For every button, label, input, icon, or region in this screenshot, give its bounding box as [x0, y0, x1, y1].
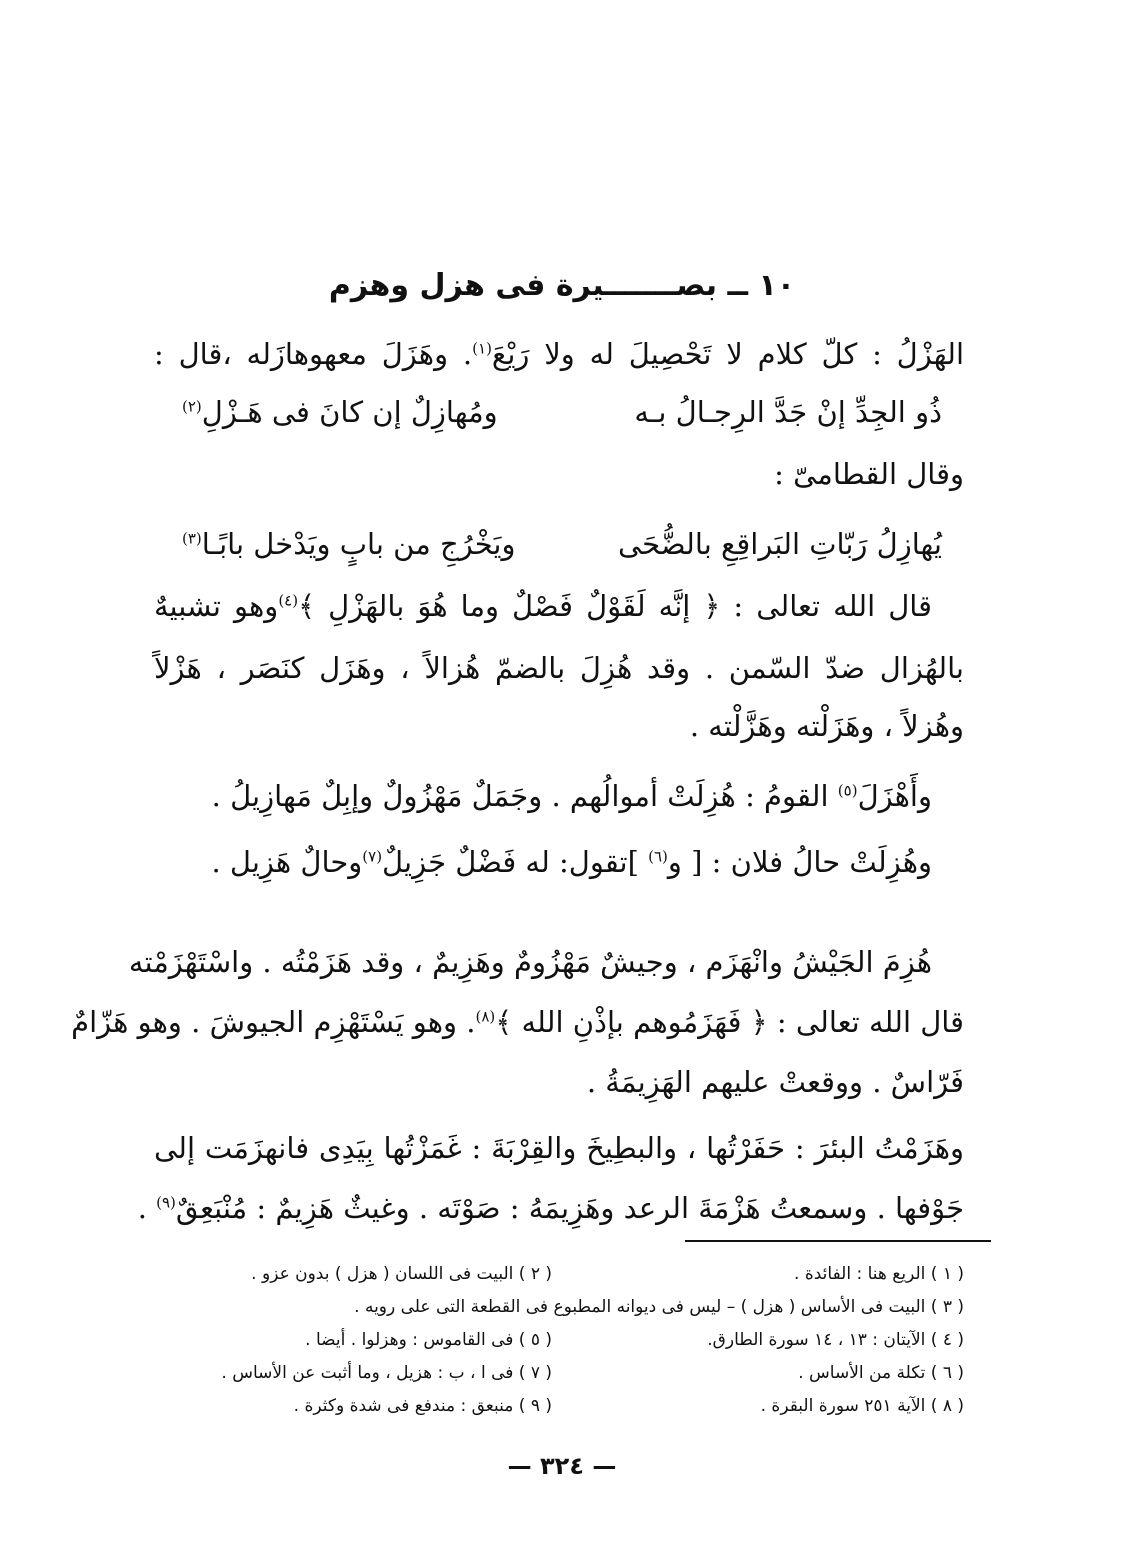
footnote-6: ( ٦ ) تكلة من الأساس . [798, 1363, 964, 1383]
verse-1-first-hemistich: ذُو الجِدِّ إنْ جَدَّ الرِجـالُ بـه [634, 395, 942, 429]
footnote-ref-1: (١) [472, 339, 492, 358]
body-line-13: وهَزَمْتُ البئرَ : حَفَرْتُها ، والبطِيخَ والقِرْبَةَ : غَمَزْتُها بِيَدِى فانهزَمَت إلى [154, 1131, 964, 1165]
footnote-ref-6: (٦) [648, 847, 668, 866]
footnote-1: ( ١ ) الريع هنا : الفائدة . [794, 1264, 964, 1284]
body-line-8: وأَهْزَلَ$^{(٥)}$ القومُ : هُزِلَتْ أموالُهم . وجَمَلٌ مَهْزُولٌ وإبِلٌ مَهازِيلُ . [211, 779, 932, 813]
footnote-9: ( ٩ ) منبعق : مندفع فى شدة وكثرة . [293, 1396, 552, 1416]
body-line-7: وهُزلاً ، وهَزَلْته وهَزَّلْته . [689, 709, 964, 743]
footnote-ref-8: (٨) [475, 1007, 496, 1026]
verse-2-second-hemistich: ويَخْرُجِ من بابٍ ويَدْخل بابًـا$^{(٣)}$ [182, 527, 516, 561]
footnote-ref-3: (٣) [182, 529, 202, 548]
body-line-11: قال الله تعالى : ﴿ فَهَزَمُوهم بإذْنِ الله ﴾$^{(٨)}$. وهو يَسْتَهْزِم الجيوشَ . وهو هَزّامٌ [71, 1005, 964, 1039]
footnote-ref-4: (٤) [278, 591, 299, 610]
footnote-ref-5: (٥) [837, 781, 858, 800]
footnote-2: ( ٢ ) البيت فى اللسان ( هزل ) بدون عزو . [251, 1264, 552, 1284]
footnote-row-5 [156, 1390, 964, 1422]
footnote-row-3 [156, 1324, 964, 1356]
body-line-10: هُزِمَ الجَيْشُ وانْهَزَم ، وجيشٌ مَهْزُومٌ وهَزِيمٌ ، وقد هَزَمْتُه . واسْتَهْزَمْته [128, 945, 932, 979]
footnote-ref-9: (٩) [156, 1193, 176, 1212]
body-line-3: وقال القطامىّ : [774, 457, 964, 491]
body-line-1: الهَزْلُ : كلّ كلام لا تَحْصِيلَ له ولا رَيْعَ$^{(١)}$. وهَزَلَ معهوهازَله ،قال : [154, 337, 965, 371]
footnote-row-4 [156, 1357, 964, 1389]
body-line-12: فَرّاسٌ . ووقعتْ عليهم الهَزِيمَةُ . [586, 1065, 964, 1099]
verse-2-first-hemistich: يُهازِلُ رَبّاتِ البَراقِعِ بالضُّحَى [618, 527, 942, 561]
footnote-row-1 [156, 1258, 964, 1290]
footnote-3: ( ٣ ) البيت فى الأساس ( هزل ) – ليس فى ديوانه المطبوع فى القطعة التى على رويه . [354, 1297, 964, 1317]
footnote-8: ( ٨ ) الآية ٢٥١ سورة البقرة . [760, 1396, 964, 1416]
body-line-5: قال الله تعالى : ﴿ إنَّه لَقَوْلٌ فَصْلٌ وما هُوَ بالهَزْلِ ﴾$^{(٤)}$وهو تشبيهٌ [154, 589, 932, 623]
verse-1-second-hemistich: ومُهازِلٌ إن كانَ فى هَـزْلِ$^{(٢)}$ [182, 395, 498, 429]
footnote-ref-7: (٧) [362, 847, 383, 866]
body-line-14: جَوْفها . وسمعتُ هَزْمَةَ الرعد وهَزِيمَهُ : صَوْتَه . وغيثٌ هَزِيمٌ : مُنْبَعِقٌ$^{(٩)}$ . [137, 1191, 964, 1225]
footnote-5: ( ٥ ) فى القاموس : وهزلوا . أيضا . [305, 1330, 552, 1350]
footnote-divider [685, 1240, 991, 1242]
section-heading: ١٠ ــ بصـــــــيرة فى هزل وهزم [328, 268, 796, 303]
page-number: — ٣٢٤ — [507, 1452, 617, 1480]
footnote-7: ( ٧ ) فى ا ، ب : هزيل ، وما أثبت عن الأساس . [221, 1363, 552, 1383]
footnote-ref-2: (٢) [182, 397, 202, 416]
body-line-6: بالهُزال ضدّ السّمن . وقد هُزِلَ بالضمّ هُزالاً ، وهَزَل كنَصَر ، هَزْلاً [154, 651, 964, 685]
body-line-9: وهُزِلَتْ حالُ فلان : [ و$^{(٦)}$ ]تقول: له فَضْلٌ جَزِيلٌ$^{(٧)}$وحالٌ هَزِيل . [211, 845, 932, 879]
footnote-4: ( ٤ ) الآيتان : ١٣ ، ١٤ سورة الطارق. [707, 1330, 964, 1350]
footnote-row-2 [156, 1291, 964, 1323]
